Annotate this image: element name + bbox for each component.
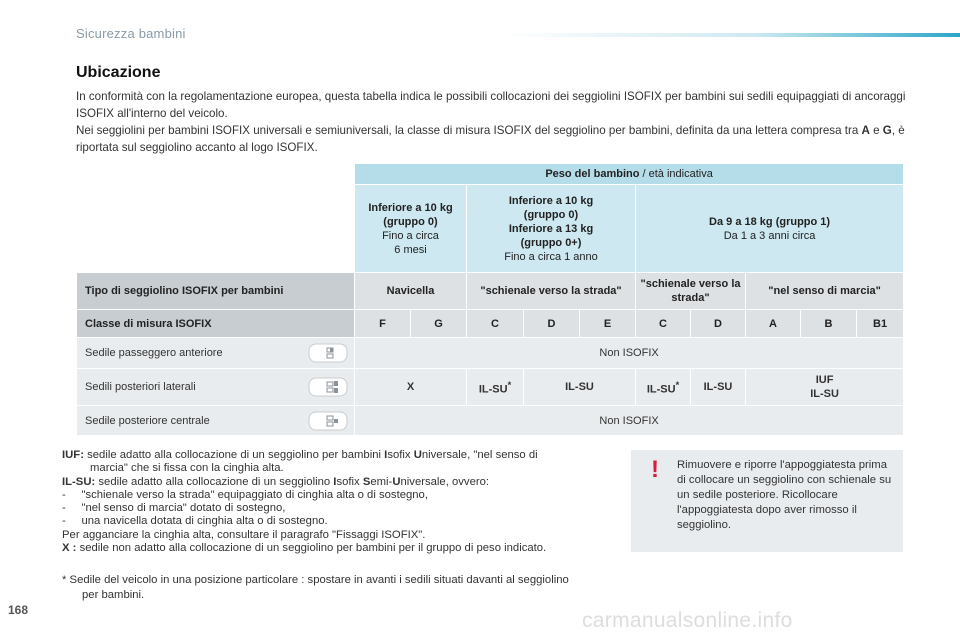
footnote-line-2: per bambini. (82, 589, 145, 601)
class-cell: C (636, 310, 691, 338)
isofix-cell: IL-SU* (467, 369, 524, 406)
isofix-cell: IUF IL-SU (746, 369, 904, 406)
isofix-cell: IL-SU* (636, 369, 691, 406)
class-cell: F (355, 310, 411, 338)
watermark: carmanualsonline.info (582, 609, 793, 632)
row-label: Sedile passeggero anteriore (77, 338, 355, 369)
warning-icon: ! (651, 456, 659, 483)
group-1-header: Da 9 a 18 kg (gruppo 1) Da 1 a 3 anni circa (636, 185, 904, 273)
type-label: Tipo di seggiolino ISOFIX per bambini (77, 273, 355, 310)
legend-notes (62, 449, 622, 555)
table-row (77, 369, 904, 406)
note-dash-1: - "schienale verso la strada" equipaggiato di cinghia alta o di sostegno, (62, 488, 428, 501)
isofix-cell: IL-SU (691, 369, 746, 406)
row-label: Sedili posteriori laterali (77, 369, 355, 406)
car-rear-side-seats-icon (308, 377, 348, 397)
warning-box (631, 450, 903, 552)
table-row (77, 338, 904, 369)
front-seat-value: Non ISOFIX (355, 338, 904, 369)
car-front-seat-icon (308, 343, 348, 363)
note-dash-2: - "nel senso di marcia" dotato di sostegno, (62, 502, 286, 515)
page-number: 168 (8, 603, 29, 617)
note-hook: Per agganciare la cinghia alta, consultare il paragrafo "Fissaggi ISOFIX". (62, 528, 426, 541)
note-ilsu: IL-SU: sedile adatto alla collocazione di un seggiolino Isofix Semi-Universale, ovvero: (62, 475, 490, 488)
type-cell: Navicella (355, 273, 467, 310)
class-cell: B1 (857, 310, 904, 338)
note-iuf-cont: marcia" che si fissa con la cinghia alta. (90, 462, 284, 475)
group-0plus-header: Inferiore a 10 kg (gruppo 0) Inferiore a 13 kg (gruppo 0+) Fino a circa 1 anno (467, 185, 636, 273)
rear-center-value: Non ISOFIX (355, 406, 904, 436)
class-cell: D (524, 310, 580, 338)
row-label: Sedile posteriore centrale (77, 406, 355, 436)
class-label: Classe di misura ISOFIX (77, 310, 355, 338)
note-x: X : sedile non adatto alla collocazione di un seggiolino per bambini per il gruppo di peso indicato. (62, 542, 547, 555)
weight-header: Peso del bambino / età indicativa (355, 164, 904, 185)
group-0-header: Inferiore a 10 kg (gruppo 0) Fino a circa 6 mesi (355, 185, 467, 273)
section-header: Sicurezza bambini (76, 26, 186, 41)
type-cell: "schienale verso la strada" (636, 273, 746, 310)
class-cell: D (691, 310, 746, 338)
note-dash-3: - una navicella dotata di cinghia alta o di sostegno. (62, 515, 328, 528)
table-row (77, 273, 904, 310)
car-rear-center-seat-icon (308, 411, 348, 431)
isofix-cell: IL-SU (524, 369, 636, 406)
type-cell: "schienale verso la strada" (467, 273, 636, 310)
footnote-line-1: * Sedile del veicolo in una posizione particolare : spostare in avanti i sedili situati davanti al seggiolino (62, 574, 569, 586)
intro-paragraph-2: Nei seggiolini per bambini ISOFIX universali e semiuniversali, la classe di misura ISOFIX del seggiolino per bambini, definita da una lettera compresa tra A e G, è riportata sul seggiolino accanto al logo ISOFIX. (76, 124, 905, 154)
type-cell: "nel senso di marcia" (746, 273, 904, 310)
isofix-cell: X (355, 369, 467, 406)
page-title: Ubicazione (76, 64, 161, 81)
intro-paragraph-1: In conformità con la regolamentazione europea, questa tabella indica le possibili collocazioni dei seggiolini ISOFIX per bambini sui sedili equipaggiati di ancoraggi ISOFIX all'interno del veicolo. (76, 90, 906, 120)
class-cell: B (801, 310, 857, 338)
intro-text (76, 88, 906, 156)
note-iuf: IUF: sedile adatto alla collocazione di un seggiolino per bambini Isofix Universale, "nel senso di (62, 449, 538, 461)
table-row (77, 406, 904, 436)
class-cell: A (746, 310, 801, 338)
class-cell: E (580, 310, 636, 338)
warning-text: Rimuovere e riporre l'appoggiatesta prima di collocare un seggiolino con schienale su un sedile posteriore. Ricollocare l'appoggiatesta dopo aver rimosso il seggiolino. (677, 459, 892, 531)
footnote (62, 573, 642, 603)
header-rule (500, 33, 960, 37)
isofix-table (76, 163, 904, 436)
class-cell: C (467, 310, 524, 338)
class-cell: G (411, 310, 467, 338)
table-row (77, 310, 904, 338)
